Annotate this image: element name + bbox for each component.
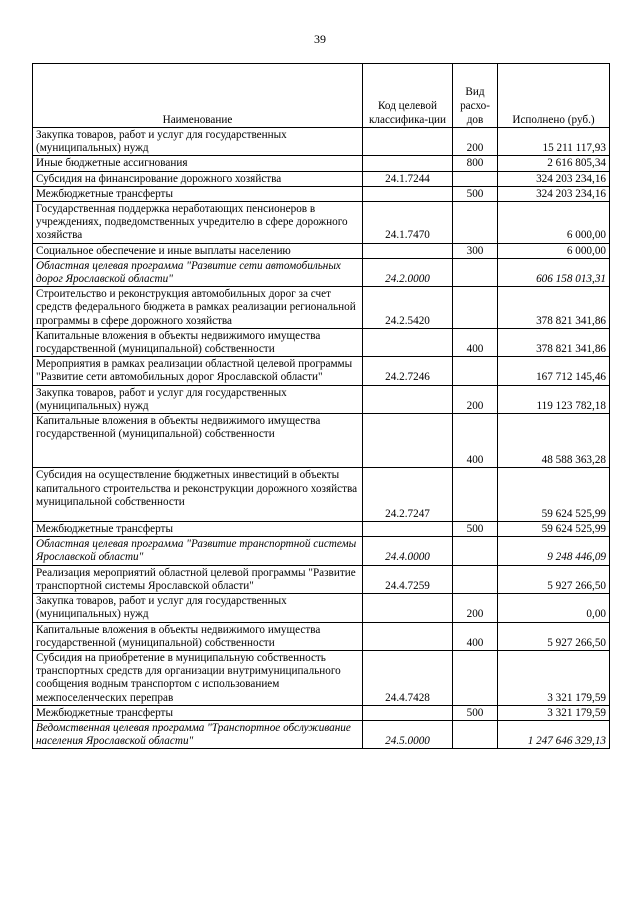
cell-name: Ведомственная целевая программа "Транспортное обслуживание населения Ярославской области" bbox=[33, 720, 363, 748]
cell-kind: 400 bbox=[453, 328, 498, 356]
cell-kind: 400 bbox=[453, 414, 498, 468]
table-row bbox=[33, 622, 610, 650]
cell-sum: 1 247 646 329,13 bbox=[498, 720, 610, 748]
cell-code: 24.4.7428 bbox=[363, 650, 453, 705]
table-row bbox=[33, 243, 610, 258]
header-kind: Вид расхо-дов bbox=[453, 64, 498, 128]
cell-kind: 300 bbox=[453, 243, 498, 258]
cell-sum: 324 203 234,16 bbox=[498, 171, 610, 186]
cell-name: Субсидия на финансирование дорожного хозяйства bbox=[33, 171, 363, 186]
cell-sum: 0,00 bbox=[498, 594, 610, 622]
table-row bbox=[33, 468, 610, 522]
cell-kind bbox=[453, 287, 498, 329]
cell-sum: 324 203 234,16 bbox=[498, 186, 610, 201]
cell-code bbox=[363, 186, 453, 201]
table-row bbox=[33, 650, 610, 705]
cell-sum: 59 624 525,99 bbox=[498, 468, 610, 522]
cell-name: Мероприятия в рамках реализации областной целевой программы "Развитие сети автомобильных дорог Ярославской области" bbox=[33, 357, 363, 385]
cell-sum: 5 927 266,50 bbox=[498, 622, 610, 650]
cell-code: 24.2.7246 bbox=[363, 357, 453, 385]
header-code: Код целевой классифика-ции bbox=[363, 64, 453, 128]
cell-code bbox=[363, 522, 453, 537]
cell-name: Социальное обеспечение и иные выплаты населению bbox=[33, 243, 363, 258]
table-row bbox=[33, 328, 610, 356]
cell-sum: 378 821 341,86 bbox=[498, 328, 610, 356]
cell-kind: 500 bbox=[453, 705, 498, 720]
cell-name: Субсидия на приобретение в муниципальную собственность транспортных средств для организации внутримуниципального сообщения водным транспортом с использованием межпоселенческих переправ bbox=[33, 650, 363, 705]
cell-code: 24.1.7470 bbox=[363, 202, 453, 244]
cell-code: 24.2.5420 bbox=[363, 287, 453, 329]
cell-kind bbox=[453, 258, 498, 286]
cell-kind: 200 bbox=[453, 128, 498, 156]
cell-name: Капитальные вложения в объекты недвижимого имущества государственной (муниципальной) собственности bbox=[33, 414, 363, 468]
cell-name: Субсидия на осуществление бюджетных инвестиций в объекты капитального строительства и реконструкции дорожного хозяйства муниципальной собственности bbox=[33, 468, 363, 522]
table-row bbox=[33, 357, 610, 385]
table-row bbox=[33, 705, 610, 720]
cell-sum: 15 211 117,93 bbox=[498, 128, 610, 156]
table-row bbox=[33, 522, 610, 537]
cell-sum: 606 158 013,31 bbox=[498, 258, 610, 286]
cell-name: Закупка товаров, работ и услуг для государственных (муниципальных) нужд bbox=[33, 594, 363, 622]
cell-sum: 5 927 266,50 bbox=[498, 565, 610, 593]
table-body bbox=[33, 128, 610, 749]
cell-kind bbox=[453, 537, 498, 565]
table-row bbox=[33, 287, 610, 329]
header-sum: Исполнено (руб.) bbox=[498, 64, 610, 128]
cell-kind: 500 bbox=[453, 186, 498, 201]
cell-code bbox=[363, 243, 453, 258]
cell-code bbox=[363, 156, 453, 171]
cell-code bbox=[363, 385, 453, 413]
table-row bbox=[33, 128, 610, 156]
cell-kind bbox=[453, 720, 498, 748]
cell-code: 24.1.7244 bbox=[363, 171, 453, 186]
cell-sum: 48 588 363,28 bbox=[498, 414, 610, 468]
cell-code: 24.2.0000 bbox=[363, 258, 453, 286]
cell-name: Межбюджетные трансферты bbox=[33, 186, 363, 201]
cell-name: Областная целевая программа "Развитие сети автомобильных дорог Ярославской области" bbox=[33, 258, 363, 286]
table-row bbox=[33, 720, 610, 748]
cell-sum: 378 821 341,86 bbox=[498, 287, 610, 329]
cell-code bbox=[363, 594, 453, 622]
cell-code bbox=[363, 705, 453, 720]
cell-code bbox=[363, 128, 453, 156]
cell-code: 24.2.7247 bbox=[363, 468, 453, 522]
cell-name: Межбюджетные трансферты bbox=[33, 522, 363, 537]
cell-name: Межбюджетные трансферты bbox=[33, 705, 363, 720]
table-row bbox=[33, 186, 610, 201]
cell-name: Строительство и реконструкция автомобильных дорог за счет средств федерального бюджета в рамках реализации региональной программы в сфере дорожного хозяйства bbox=[33, 287, 363, 329]
header-name: Наименование bbox=[33, 64, 363, 128]
cell-sum: 3 321 179,59 bbox=[498, 705, 610, 720]
table-row bbox=[33, 202, 610, 244]
cell-code bbox=[363, 414, 453, 468]
cell-kind: 500 bbox=[453, 522, 498, 537]
cell-sum: 119 123 782,18 bbox=[498, 385, 610, 413]
cell-code: 24.4.0000 bbox=[363, 537, 453, 565]
cell-sum: 3 321 179,59 bbox=[498, 650, 610, 705]
cell-code: 24.5.0000 bbox=[363, 720, 453, 748]
cell-code: 24.4.7259 bbox=[363, 565, 453, 593]
cell-kind bbox=[453, 468, 498, 522]
table-header-row bbox=[33, 64, 610, 128]
cell-kind bbox=[453, 357, 498, 385]
cell-name: Реализация мероприятий областной целевой программы "Развитие транспортной системы Ярославской области" bbox=[33, 565, 363, 593]
cell-kind: 200 bbox=[453, 594, 498, 622]
cell-kind: 200 bbox=[453, 385, 498, 413]
budget-table bbox=[32, 63, 610, 749]
cell-sum: 6 000,00 bbox=[498, 202, 610, 244]
cell-sum: 2 616 805,34 bbox=[498, 156, 610, 171]
cell-kind bbox=[453, 650, 498, 705]
table-row bbox=[33, 565, 610, 593]
table-row bbox=[33, 414, 610, 468]
table-row bbox=[33, 594, 610, 622]
cell-code bbox=[363, 328, 453, 356]
table-row bbox=[33, 171, 610, 186]
cell-kind bbox=[453, 565, 498, 593]
cell-code bbox=[363, 622, 453, 650]
cell-kind: 400 bbox=[453, 622, 498, 650]
cell-sum: 167 712 145,46 bbox=[498, 357, 610, 385]
page-number: 39 bbox=[314, 32, 326, 46]
cell-kind bbox=[453, 202, 498, 244]
table-row bbox=[33, 258, 610, 286]
cell-kind: 800 bbox=[453, 156, 498, 171]
cell-name: Закупка товаров, работ и услуг для государственных (муниципальных) нужд bbox=[33, 385, 363, 413]
cell-sum: 59 624 525,99 bbox=[498, 522, 610, 537]
table-row bbox=[33, 385, 610, 413]
cell-name: Капитальные вложения в объекты недвижимого имущества государственной (муниципальной) собственности bbox=[33, 622, 363, 650]
cell-name: Капитальные вложения в объекты недвижимого имущества государственной (муниципальной) собственности bbox=[33, 328, 363, 356]
table-row bbox=[33, 537, 610, 565]
cell-name: Иные бюджетные ассигнования bbox=[33, 156, 363, 171]
cell-sum: 6 000,00 bbox=[498, 243, 610, 258]
cell-sum: 9 248 446,09 bbox=[498, 537, 610, 565]
table-row bbox=[33, 156, 610, 171]
cell-name: Областная целевая программа "Развитие транспортной системы Ярославской области" bbox=[33, 537, 363, 565]
cell-name: Государственная поддержка неработающих пенсионеров в учреждениях, подведомственных учредителю в сфере дорожного хозяйства bbox=[33, 202, 363, 244]
cell-kind bbox=[453, 171, 498, 186]
cell-name: Закупка товаров, работ и услуг для государственных (муниципальных) нужд bbox=[33, 128, 363, 156]
